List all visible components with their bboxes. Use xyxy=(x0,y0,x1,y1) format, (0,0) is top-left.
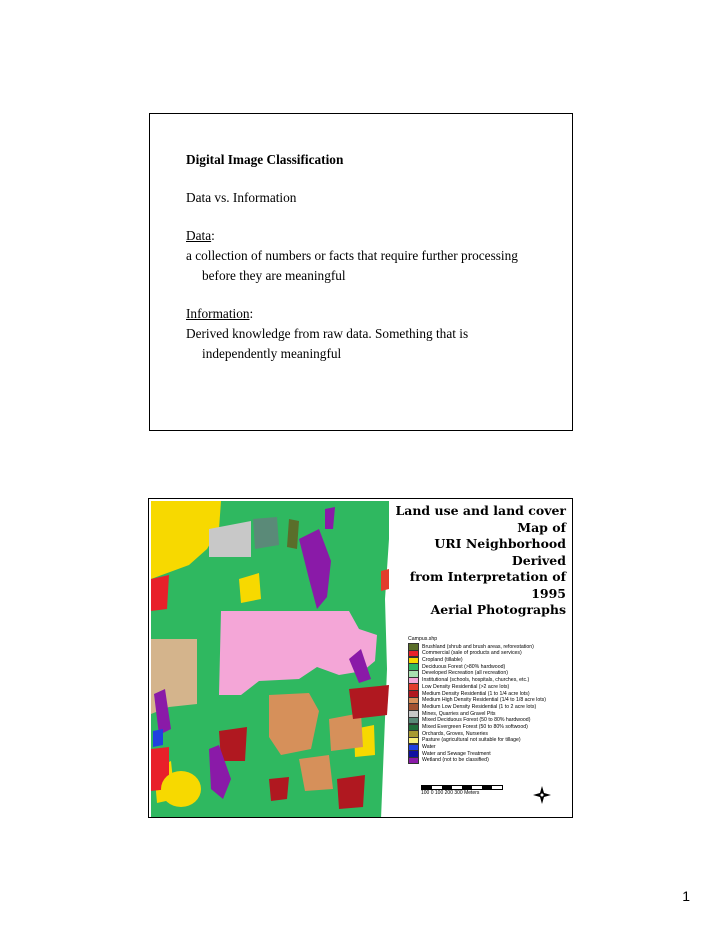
data-term: Data xyxy=(186,228,212,243)
legend-swatch xyxy=(408,757,419,765)
legend-item xyxy=(408,731,570,738)
legend-label: Mixed Deciduous Forest (50 to 80% hardwood) xyxy=(422,717,531,724)
legend-label: Mines, Quarries and Gravel Pits xyxy=(422,710,496,717)
data-colon: : xyxy=(211,228,215,243)
legend-item xyxy=(408,697,570,704)
legend-item xyxy=(408,704,570,711)
slide-subtitle: Data vs. Information xyxy=(186,190,297,205)
legend-item xyxy=(408,751,570,758)
legend-label: Water xyxy=(422,744,436,751)
legend-label: Water and Sewage Treatment xyxy=(422,750,491,757)
legend-label: Medium High Density Residential (1/4 to 1/8 acre lots) xyxy=(422,697,546,704)
legend-label: Brushland (shrub and brush areas, reforestation) xyxy=(422,643,534,650)
slide-title: Digital Image Classification xyxy=(186,152,344,167)
legend-label: Wetland (not to be classified) xyxy=(422,757,489,764)
legend-item xyxy=(408,684,570,691)
legend-label: Developed Recreation (all recreation) xyxy=(422,670,508,677)
legend-label: Medium Density Residential (1 to 1/4 acre lots) xyxy=(422,690,530,697)
legend-header: Campus.shp xyxy=(408,636,438,642)
legend-item xyxy=(408,644,570,651)
information-definition-line2: independently meaningful xyxy=(202,346,342,361)
scale-bar-label: 100 0 100 200 300 Meters xyxy=(421,790,480,796)
information-definition-line1: Derived knowledge from raw data. Something that is xyxy=(186,326,469,341)
slide-text-body xyxy=(186,150,566,364)
map-slide xyxy=(148,498,573,818)
data-definition-line2: before they are meaningful xyxy=(202,268,346,283)
legend-label: Commercial (sale of products and services) xyxy=(422,650,522,657)
data-definition-line1: a collection of numbers or facts that require further processing xyxy=(186,248,518,263)
legend-item xyxy=(408,677,570,684)
legend-item xyxy=(408,724,570,731)
legend-label: Orchards, Groves, Nurseries xyxy=(422,730,489,737)
legend-item xyxy=(408,757,570,764)
legend-item xyxy=(408,691,570,698)
map-title-line1: Land use and land cover Map of xyxy=(395,503,566,535)
legend-item xyxy=(408,737,570,744)
map-title-line2: URI Neighborhood Derived xyxy=(434,536,566,568)
information-heading xyxy=(186,304,566,324)
legend-label: Medium Low Density Residential (1 to 2 acre lots) xyxy=(422,703,537,710)
legend-item xyxy=(408,657,570,664)
legend-item xyxy=(408,711,570,718)
legend-item xyxy=(408,744,570,751)
legend-label: Mixed Evergreen Forest (50 to 80% softwood) xyxy=(422,723,528,730)
map-title-line4: Aerial Photographs xyxy=(430,602,566,617)
map-title xyxy=(376,503,566,619)
north-arrow-icon xyxy=(533,786,551,804)
legend-label: Pasture (agricultural not suitable for tillage) xyxy=(422,737,521,744)
text-slide xyxy=(149,113,573,431)
legend-label: Institutional (schools, hospitals, churches, etc.) xyxy=(422,677,530,684)
information-term: Information xyxy=(186,306,250,321)
map-legend xyxy=(408,636,570,764)
legend-label: Deciduous Forest (>80% hardwood) xyxy=(422,663,506,670)
map-title-line3: from Interpretation of 1995 xyxy=(409,569,566,601)
legend-item xyxy=(408,717,570,724)
information-colon: : xyxy=(249,306,254,321)
legend-label: Low Density Residential (>2 acre lots) xyxy=(422,683,510,690)
legend-label: Cropland (tillable) xyxy=(422,657,463,664)
legend-item xyxy=(408,664,570,671)
legend-item xyxy=(408,670,570,677)
scale-bar xyxy=(421,785,511,801)
data-heading xyxy=(186,226,566,246)
page-number: 1 xyxy=(682,888,690,904)
legend-item xyxy=(408,650,570,657)
